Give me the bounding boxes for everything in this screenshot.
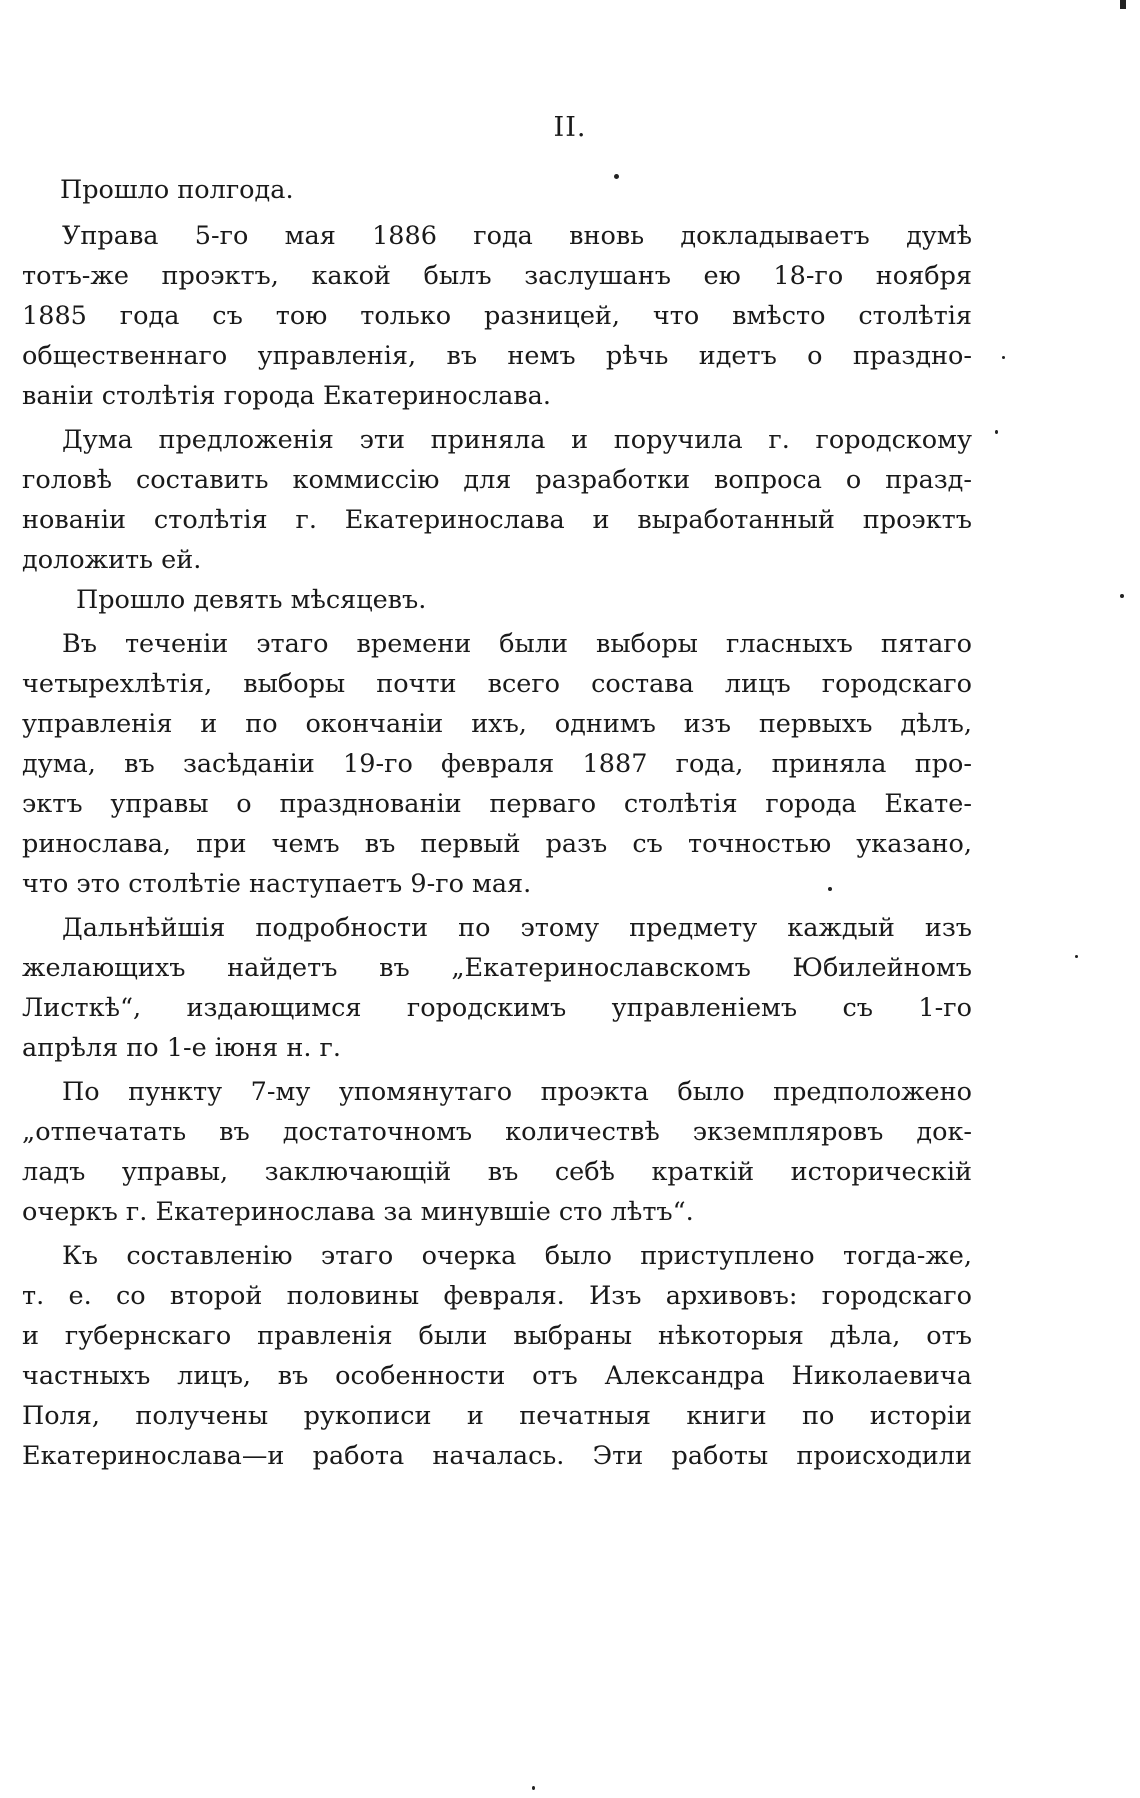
text-line: Дальнѣйшія подробности по этому предмету каждый изъ xyxy=(62,913,972,943)
text-line: Дума предложенія эти приняла и поручила г. городскому xyxy=(62,425,972,455)
scan-speck xyxy=(995,430,998,434)
scan-speck xyxy=(1075,955,1078,958)
text-line: т. е. со второй половины февраля. Изъ архивовъ: городскаго xyxy=(22,1281,972,1311)
scan-speck xyxy=(532,1786,535,1790)
text-line: эктъ управы о празднованіи перваго столѣтія города Екате- xyxy=(22,789,972,819)
text-line: Къ составленію этаго очерка было приступлено тогда-же, xyxy=(62,1241,972,1271)
text-line: „отпечатать въ достаточномъ количествѣ экземпляровъ док- xyxy=(22,1117,972,1147)
text-line: ринослава, при чемъ въ первый разъ съ точностью указано, xyxy=(22,829,972,859)
text-line: апрѣля по 1-е іюня н. г. xyxy=(22,1033,341,1063)
text-line: доложить ей. xyxy=(22,545,202,575)
text-line: По пункту 7-му упомянутаго проэкта было предположено xyxy=(62,1077,972,1107)
text-line: желающихъ найдетъ въ „Екатеринославскомъ Юбилейномъ xyxy=(22,953,972,983)
text-line: Управа 5-го мая 1886 года вновь докладываетъ думѣ xyxy=(62,221,972,251)
scan-speck xyxy=(828,887,832,891)
text-line: частныхъ лицъ, въ особенности отъ Александра Николаевича xyxy=(22,1361,972,1391)
chapter-heading: II. xyxy=(553,112,587,143)
text-line: Поля, получены рукописи и печатныя книги по исторіи xyxy=(22,1401,972,1431)
margin-mark xyxy=(1120,0,1126,9)
scan-speck xyxy=(614,174,619,179)
text-line: Листкѣ“, издающимся городскимъ управленіемъ съ 1-го xyxy=(22,993,972,1023)
text-line: Екатеринослава—и работа началась. Эти работы происходили xyxy=(22,1441,972,1471)
text-line: Въ теченіи этаго времени были выборы гласныхъ пятаго xyxy=(62,629,972,659)
text-line: очеркъ г. Екатеринослава за минувшіе сто лѣтъ“. xyxy=(22,1197,694,1227)
text-line: Прошло полгода. xyxy=(60,175,294,205)
text-line: головѣ составить коммиссію для разработки вопроса о празд- xyxy=(22,465,972,495)
text-line: Прошло девять мѣсяцевъ. xyxy=(76,585,427,615)
text-line: четырехлѣтія, выборы почти всего состава лицъ городскаго xyxy=(22,669,972,699)
text-line: 1885 года съ тою только разницей, что вмѣсто столѣтія xyxy=(22,301,972,331)
text-line: управленія и по окончаніи ихъ, однимъ изъ первыхъ дѣлъ, xyxy=(22,709,972,739)
text-line: и губернскаго правленія были выбраны нѣкоторыя дѣла, отъ xyxy=(22,1321,972,1351)
scan-speck xyxy=(1120,594,1124,598)
text-line: что это столѣтіе наступаетъ 9-го мая. xyxy=(22,869,532,899)
text-line: дума, въ засѣданіи 19-го февраля 1887 года, приняла про- xyxy=(22,749,972,779)
text-line: ваніи столѣтія города Екатеринослава. xyxy=(22,381,551,411)
text-line: ладъ управы, заключающій въ себѣ краткій историческій xyxy=(22,1157,972,1187)
scan-speck xyxy=(1002,356,1005,359)
text-line: общественнаго управленія, въ немъ рѣчь идетъ о праздно- xyxy=(22,341,972,371)
text-line: нованіи столѣтія г. Екатеринослава и выработанный проэктъ xyxy=(22,505,972,535)
text-line: тотъ-же проэктъ, какой былъ заслушанъ ею 18-го ноября xyxy=(22,261,972,291)
